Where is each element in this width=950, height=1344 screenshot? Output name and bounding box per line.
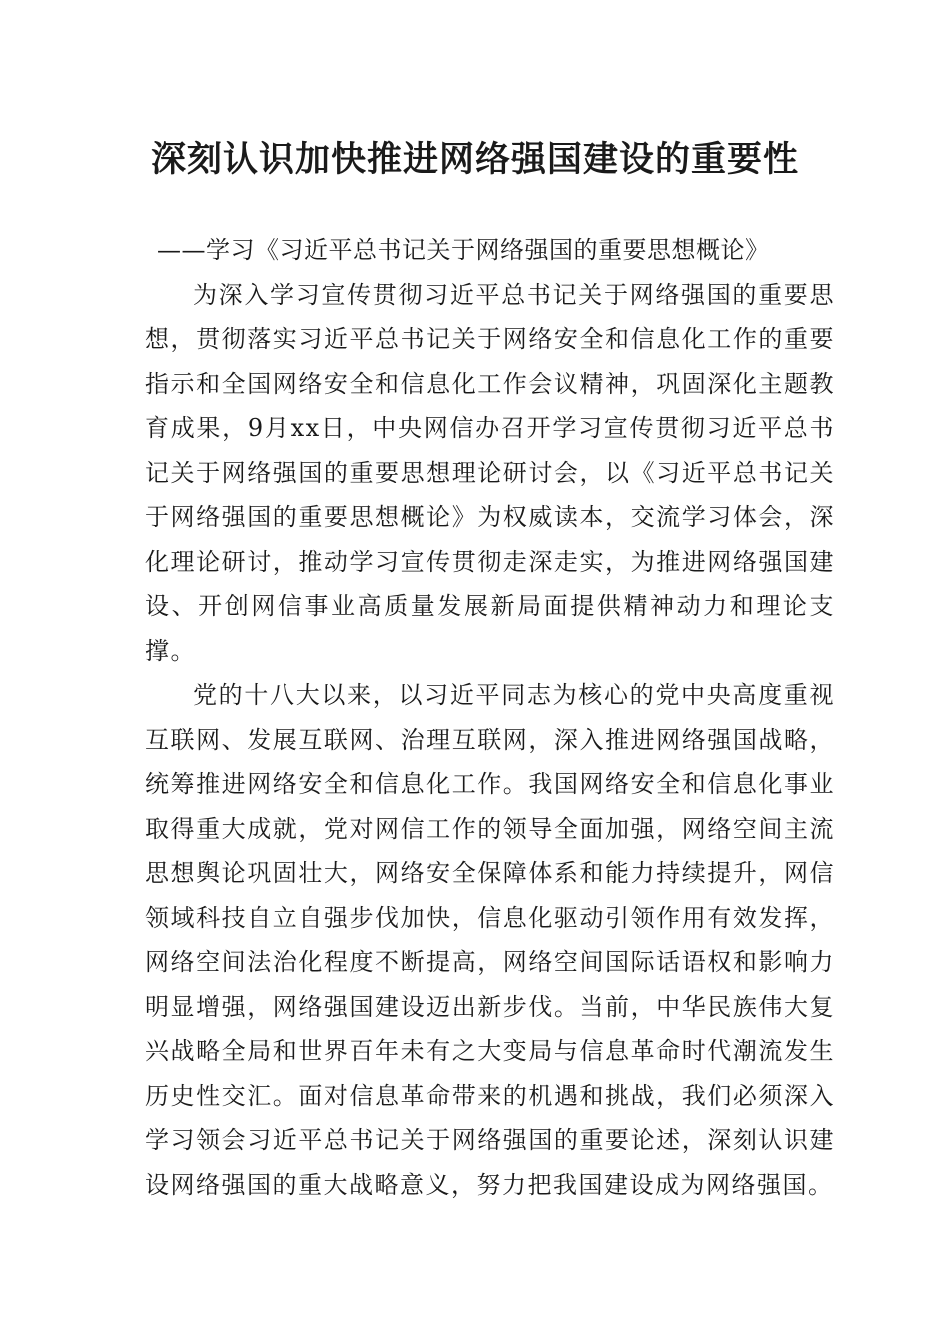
document-title: 深刻认识加快推进网络强国建设的重要性 (150, 140, 799, 180)
document-subtitle: ——学习《习近平总书记关于网络强国的重要思想概论》 (157, 236, 770, 264)
document-body (145, 228, 835, 1207)
paragraph-2: 党的十八大以来，以习近平同志为核心的党中央高度重视互联网、发展互联网、治理互联网，深入推进网络强国战略，统筹推进网络安全和信息化工作。我国网络安全和信息化事业取得重大成就，党对网信工作的领导全面加强，网络空间主流思想舆论巩固壮大，网络安全保障体系和能力持续提升，网信领域科技自立自强步伐加快，信息化驱动引领作用有效发挥，网络空间法治化程度不断提高，网络空间国际话语权和影响力明显增强，网络强国建设迈出新步伐。当前，中华民族伟大复兴战略全局和世界百年未有之大变局与信息革命时代潮流发生历史性交汇。面对信息革命带来的机遇和挑战，我们必须深入学习领会习近平总书记关于网络强国的重要论述，深刻认识建设网络强国的重大战略意义，努力把我国建设成为网络强国。 (145, 681, 835, 1199)
paragraph-1: 为深入学习宣传贯彻习近平总书记关于网络强国的重要思想，贯彻落实习近平总书记关于网络安全和信息化工作的重要指示和全国网络安全和信息化工作会议精神，巩固深化主题教育成果，9月xx日，中央网信办召开学习宣传贯彻习近平总书记关于网络强国的重要思想理论研讨会，以《习近平总书记关于网络强国的重要思想概论》为权威读本，交流学习体会，深化理论研讨，推动学习宣传贯彻走深走实，为推进网络强国建设、开创网信事业高质量发展新局面提供精神动力和理论支撑。 (145, 280, 835, 665)
